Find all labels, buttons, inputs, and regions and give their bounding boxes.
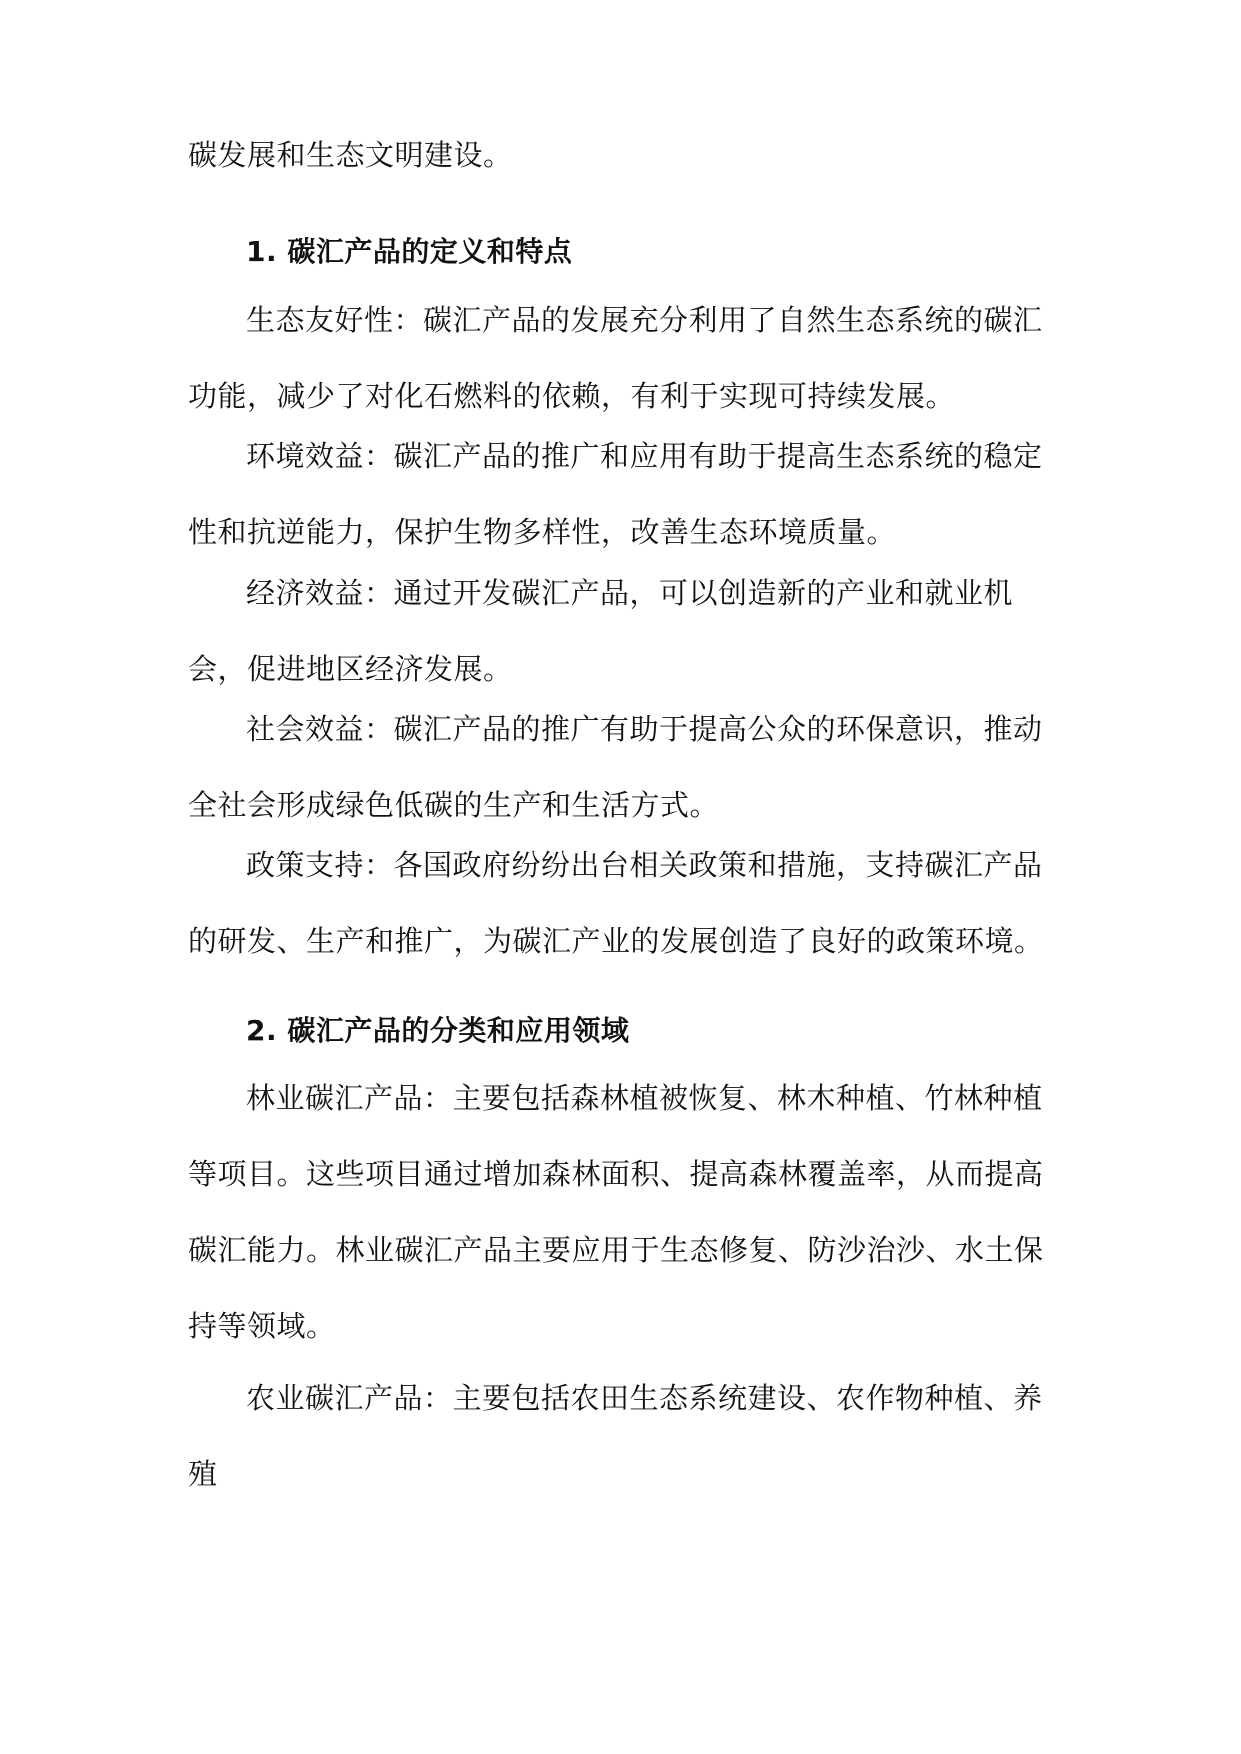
section-2-heading: 2. 碳汇产品的分类和应用领域: [246, 1014, 630, 1047]
paragraph-ecological-friendliness: 生态友好性：碳汇产品的发展充分利用了自然生态系统的碳汇功能，减少了对化石燃料的依赖，有利于实现可持续发展。: [188, 303, 1043, 413]
continuation-text: 碳发展和生态文明建设。: [188, 138, 513, 172]
paragraph-policy-support: 政策支持：各国政府纷纷出台相关政策和措施，支持碳汇产品的研发、生产和推广，为碳汇产业的发展创造了良好的政策环境。: [188, 848, 1044, 958]
paragraph-economic-benefit: 经济效益：通过开发碳汇产品，可以创造新的产业和就业机会，促进地区经济发展。: [188, 576, 1014, 686]
section-1-heading: 1. 碳汇产品的定义和特点: [246, 235, 573, 268]
paragraph-agricultural-carbon-sink: 农业碳汇产品：主要包括农田生态系统建设、农作物种植、养殖: [188, 1381, 1043, 1491]
paragraph-environmental-benefit: 环境效益：碳汇产品的推广和应用有助于提高生态系统的稳定性和抗逆能力，保护生物多样性，改善生态环境质量。: [188, 439, 1043, 549]
paragraph-forestry-carbon-sink: 林业碳汇产品：主要包括森林植被恢复、林木种植、竹林种植等项目。这些项目通过增加森林面积、提高森林覆盖率，从而提高碳汇能力。林业碳汇产品主要应用于生态修复、防沙治沙、水土保持等领域。: [188, 1081, 1044, 1343]
paragraph-social-benefit: 社会效益：碳汇产品的推广有助于提高公众的环保意识，推动全社会形成绿色低碳的生产和生活方式。: [188, 712, 1043, 822]
